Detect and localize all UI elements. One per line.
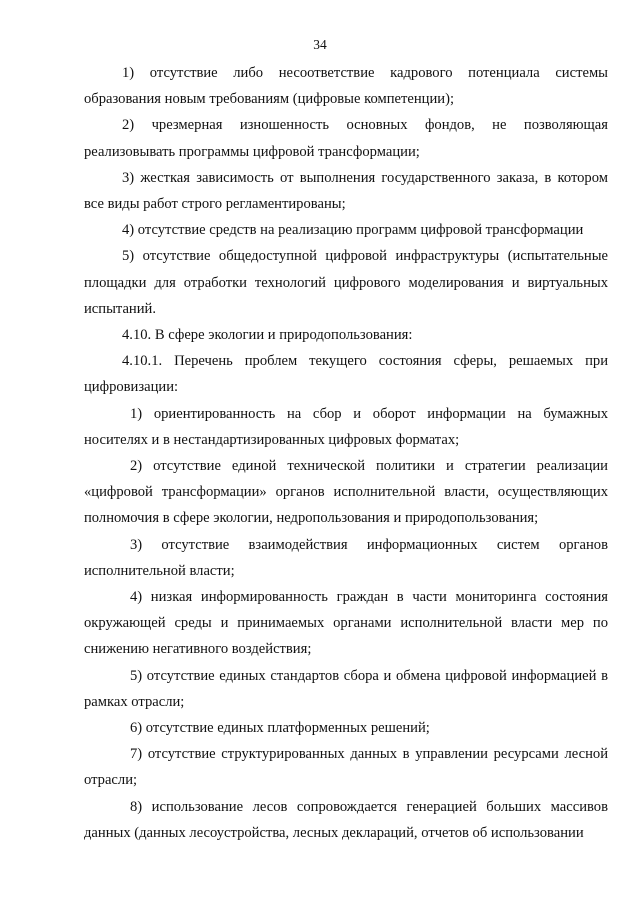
- ecology-item-1-paper-media: 1) ориентированность на сбор и оборот информации на бумажных носителях и в нестандартизированных цифровых форматах;: [84, 405, 608, 448]
- ecology-item-8-forest-data: 8) использование лесов сопровождается генерацией больших массивов данных (данных лесоустройства, лесных деклараций, отчетов об использовании: [84, 798, 608, 841]
- ecology-item-2-technical-policy: 2) отсутствие единой технической политики и стратегии реализации «цифровой трансформации» органов исполнительной власти, осуществляющих полномочия в сфере экологии, недропользования и природопользования;: [84, 458, 608, 527]
- list-item-4-funding: 4) отсутствие средств на реализацию программ цифровой трансформации: [122, 222, 584, 239]
- section-heading-4-10: 4.10. В сфере экологии и природопользования:: [122, 327, 413, 344]
- ecology-item-5-standards: 5) отсутствие единых стандартов сбора и обмена цифровой информацией в рамках отрасли;: [84, 667, 608, 710]
- list-item-2-fixed-assets: 2) чрезмерная изношенность основных фондов, не позволяющая реализовывать программы цифровой трансформации;: [84, 117, 608, 160]
- list-item-5-infrastructure: 5) отсутствие общедоступной цифровой инфраструктуры (испытательные площадки для отработки технологий цифрового моделирования и виртуальных испытаний.: [84, 248, 608, 317]
- ecology-item-4-citizen-awareness: 4) низкая информированность граждан в части мониторинга состояния окружающей среды и принимаемых органами исполнительной власти мер по снижению негативного воздействия;: [84, 589, 608, 658]
- ecology-item-3-system-interaction: 3) отсутствие взаимодействия информационных систем органов исполнительной власти;: [84, 536, 608, 579]
- subsection-heading-4-10-1: 4.10.1. Перечень проблем текущего состояния сферы, решаемых при цифровизации:: [84, 353, 608, 396]
- ecology-item-6-platforms: 6) отсутствие единых платформенных решений;: [130, 720, 430, 737]
- list-item-1-staff-potential: 1) отсутствие либо несоответствие кадрового потенциала системы образования новым требованиям (цифровые компетенции);: [84, 65, 608, 108]
- page-number: 34: [313, 37, 327, 52]
- ecology-item-7-structured-data: 7) отсутствие структурированных данных в управлении ресурсами лесной отрасли;: [84, 746, 608, 789]
- document-body: [84, 60, 608, 846]
- list-item-3-state-order: 3) жесткая зависимость от выполнения государственного заказа, в котором все виды работ строго регламентированы;: [84, 169, 608, 213]
